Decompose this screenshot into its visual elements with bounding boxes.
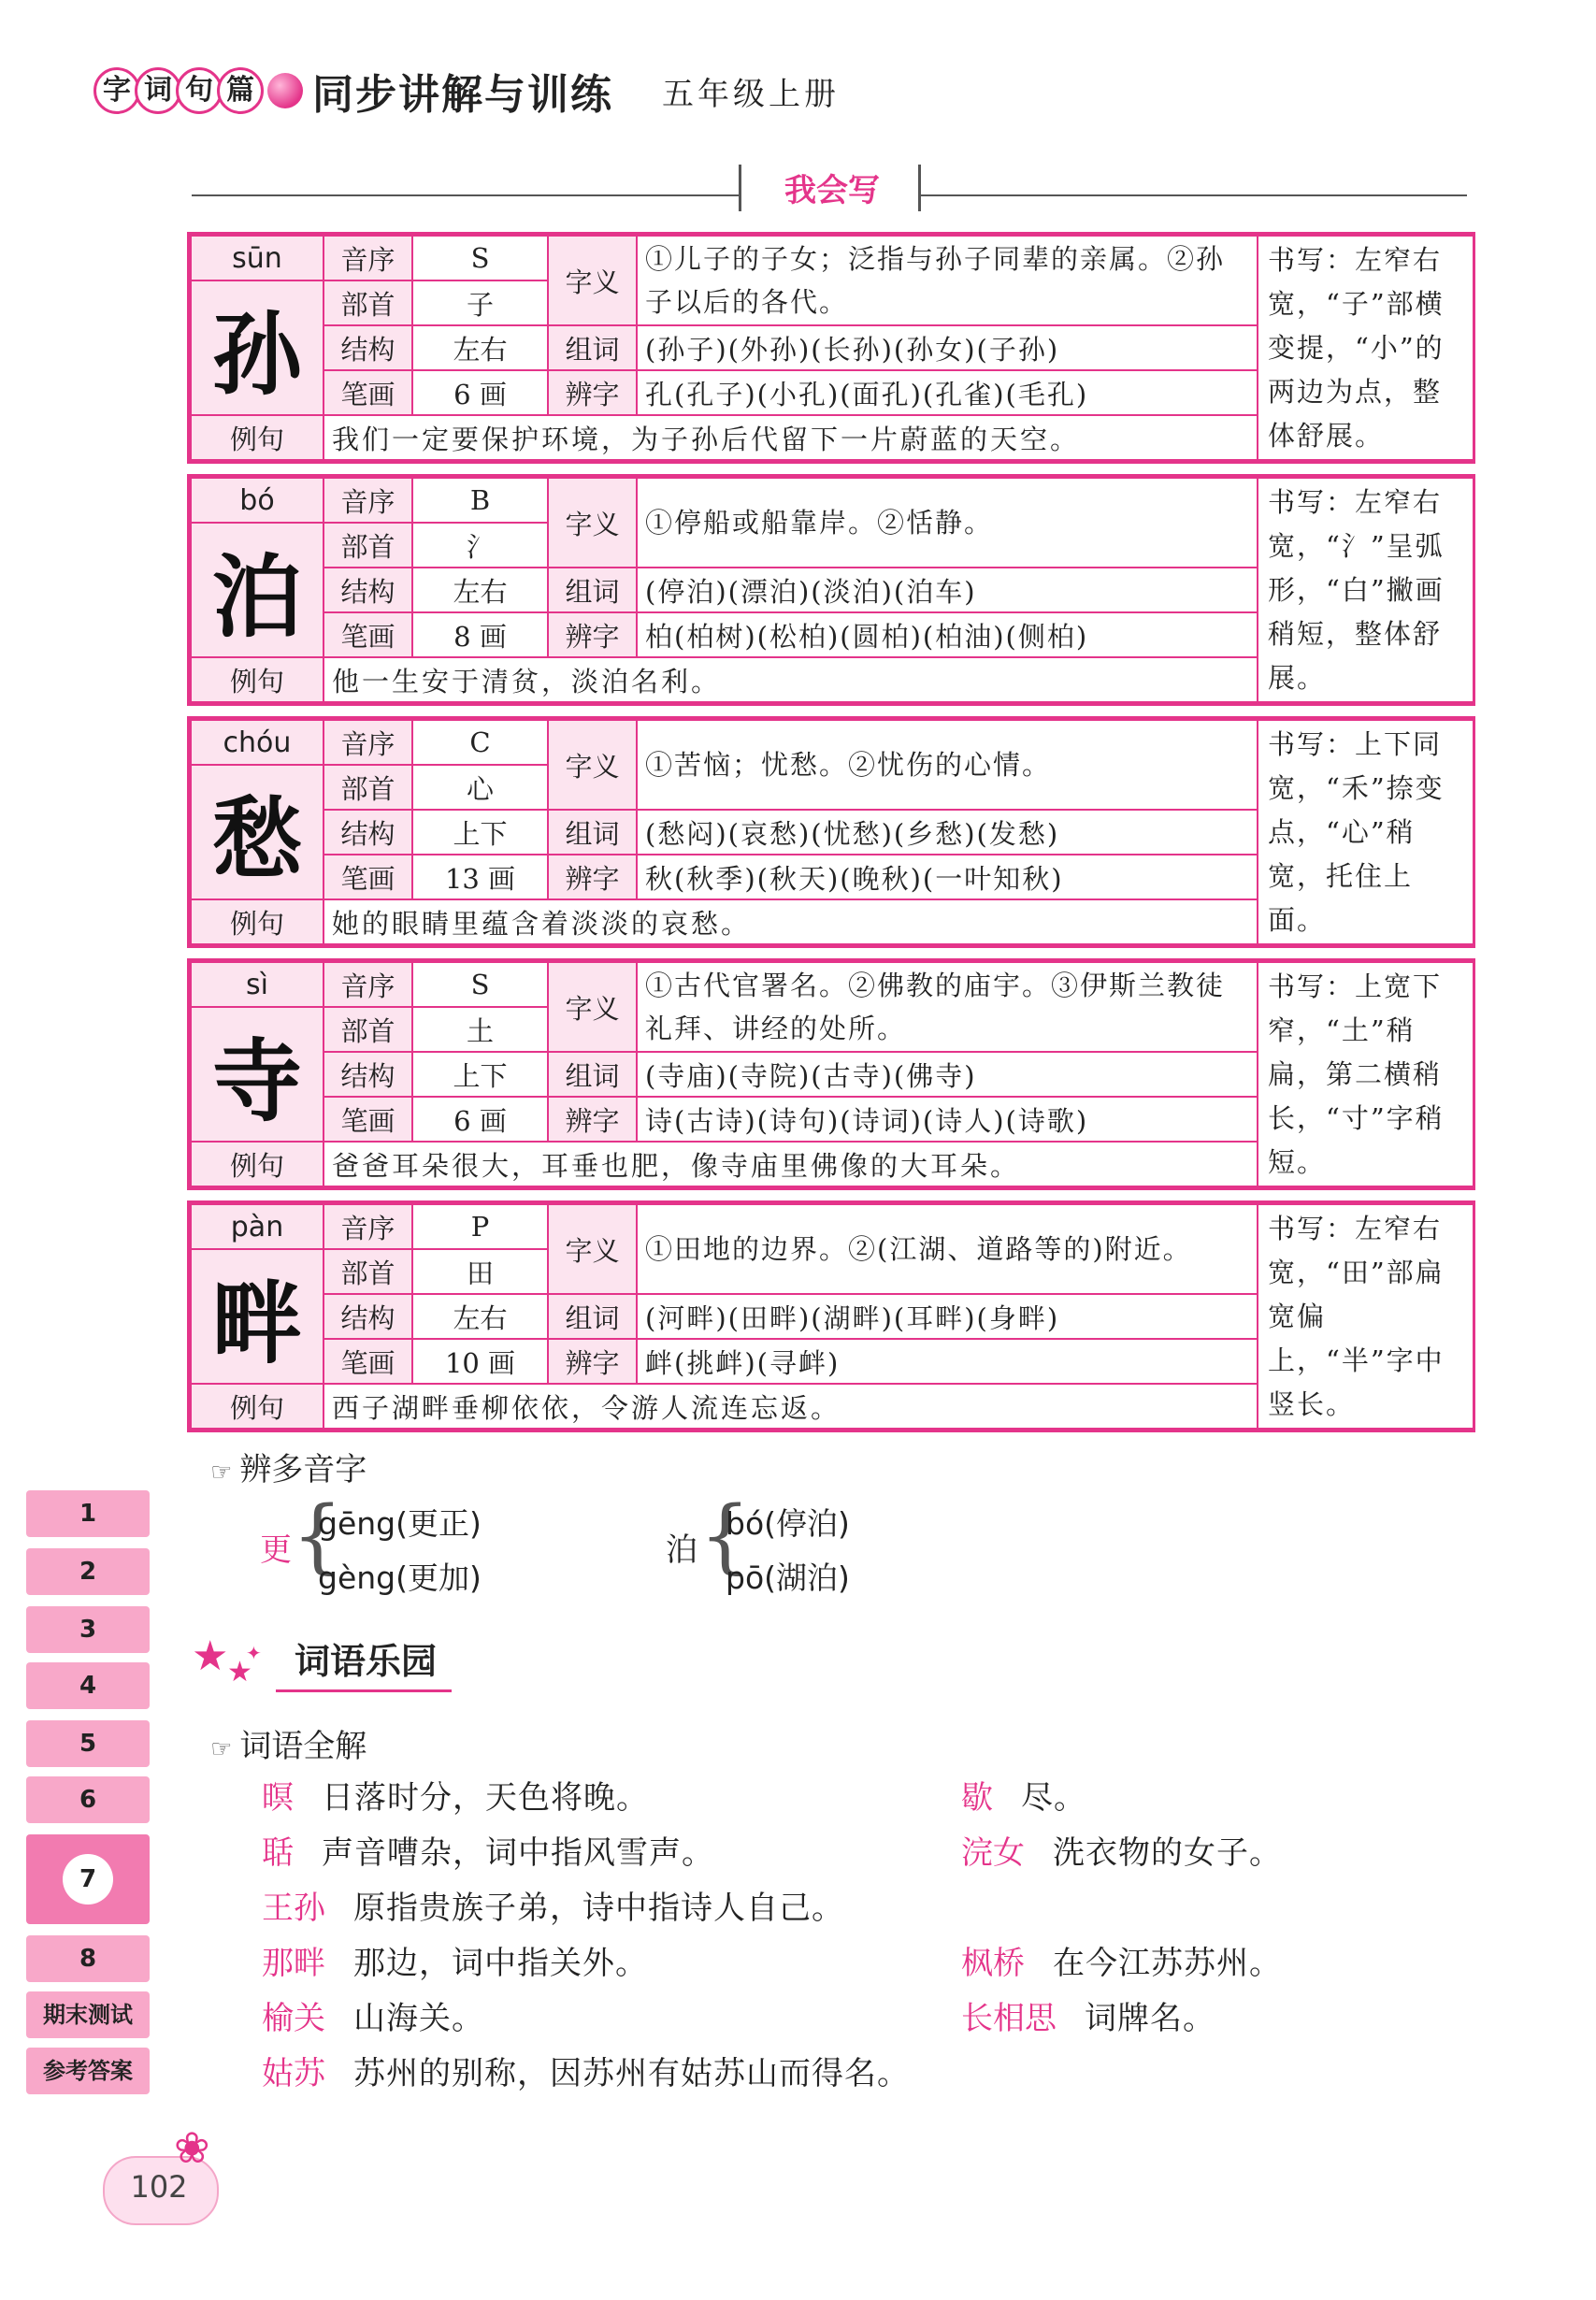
character-table (187, 958, 1475, 1190)
value-bianzi: 孔(孔子)(小孔)(面孔)(孔雀)(毛孔) (637, 370, 1258, 415)
page-header (93, 58, 840, 123)
polyphonic-char: 泊 (666, 1531, 697, 1569)
side-tab-label: 6 (79, 1786, 97, 1814)
label-zuci: 组词 (548, 1294, 637, 1339)
side-tab-label: 参考答案 (43, 2058, 133, 2084)
value-bushou: 田 (412, 1249, 548, 1294)
value-zuci: (愁闷)(哀愁)(忧愁)(乡愁)(发愁) (637, 810, 1258, 855)
value-bushou: 心 (412, 765, 548, 810)
word-entry (262, 1827, 714, 1873)
value-bianzi: 诗(古诗)(诗句)(诗词)(诗人)(诗歌) (637, 1097, 1258, 1142)
value-liju: 他一生安于清贫，淡泊名利。 (324, 657, 1258, 702)
character-table (187, 474, 1475, 706)
side-tab-label: 4 (79, 1672, 97, 1700)
value-jiegou: 上下 (412, 1052, 548, 1097)
label-jiegou: 结构 (324, 1052, 412, 1097)
polyphonic-reading: bó(停泊) (726, 1505, 850, 1542)
word-term: 歇 (961, 1779, 993, 1817)
label-yinxu: 音序 (324, 962, 412, 1007)
label-bihua: 笔画 (324, 855, 412, 899)
label-bianzi: 辨字 (548, 612, 637, 657)
polyphonic-char: 更 (260, 1531, 292, 1569)
polyphonic-reading: pō(湖泊) (726, 1560, 850, 1596)
word-term: 长相思 (961, 2000, 1057, 2037)
label-liju: 例句 (191, 899, 324, 944)
label-yinxu: 音序 (324, 720, 412, 765)
side-tab[interactable] (26, 2048, 150, 2094)
polyphonic-reading: gèng(更加) (318, 1560, 482, 1596)
value-ziyi: ①停船或船靠岸。②恬静。 (637, 478, 1258, 568)
value-jiegou: 左右 (412, 568, 548, 612)
label-liju: 例句 (191, 1142, 324, 1186)
brand-logo (93, 67, 312, 114)
value-zuci: (寺庙)(寺院)(古寺)(佛寺) (637, 1052, 1258, 1097)
value-bianzi: 衅(挑衅)(寻衅) (637, 1339, 1258, 1384)
value-zuci: (停泊)(漂泊)(淡泊)(泊车) (637, 568, 1258, 612)
value-liju: 她的眼睛里蕴含着淡淡的哀愁。 (324, 899, 1258, 944)
label-bushou: 部首 (324, 1249, 412, 1294)
value-zuci: (河畔)(田畔)(湖畔)(耳畔)(身畔) (637, 1294, 1258, 1339)
value-ziyi: ①儿子的子女；泛指与孙子同辈的亲属。②孙子以后的各代。 (637, 236, 1258, 325)
grade-label: 五年级上册 (662, 75, 840, 113)
value-jiegou: 上下 (412, 810, 548, 855)
label-bianzi: 辨字 (548, 855, 637, 899)
pointing-hand-icon: ☞ (210, 1459, 233, 1487)
label-liju: 例句 (191, 415, 324, 460)
book-title: 同步讲解与训练 (312, 71, 613, 119)
word-definition: 苏州的别称，因苏州有姑苏山而得名。 (353, 2055, 910, 2092)
label-bihua: 笔画 (324, 1097, 412, 1142)
side-tab[interactable] (26, 1606, 150, 1653)
character-glyph: 愁 (191, 765, 324, 899)
pinyin: chóu (191, 720, 324, 765)
label-yinxu: 音序 (324, 478, 412, 523)
side-tab-label: 1 (79, 1500, 97, 1528)
word-definition: 声音嘈杂，词中指风雪声。 (322, 1834, 714, 1872)
words-section-title: 词语乐园 (276, 1632, 452, 1692)
brace-icon: { (292, 1489, 343, 1583)
butterfly-icon: ❀ (174, 2122, 210, 2173)
side-tab[interactable] (26, 1720, 150, 1767)
value-bihua: 6 画 (412, 1097, 548, 1142)
word-term: 王孙 (262, 1890, 325, 1927)
writing-note: 书写：上宽下窄，“土”稍扁，第二横稍长，“寸”字稍短。 (1258, 962, 1474, 1186)
value-ziyi: ①古代官署名。②佛教的庙宇。③伊斯兰教徒礼拜、讲经的处所。 (637, 962, 1258, 1052)
pinyin: sūn (191, 236, 324, 280)
writing-note: 书写：上下同宽，“禾”捺变点，“心”稍宽，托住上面。 (1258, 720, 1474, 944)
section-title: 我会写 (784, 172, 880, 209)
stars-icon: ★ ★ ✦ (192, 1632, 262, 1689)
label-ziyi: 字义 (548, 478, 637, 568)
value-ziyi: ①苦恼；忧愁。②忧伤的心情。 (637, 720, 1258, 810)
side-tab[interactable] (26, 1662, 150, 1709)
character-glyph: 寺 (191, 1007, 324, 1142)
word-entry (961, 1827, 1282, 1873)
label-bushou: 部首 (324, 765, 412, 810)
writing-note: 书写：左窄右宽，“氵”呈弧形，“白”撇画稍短，整体舒展。 (1258, 478, 1474, 702)
side-tab-label: 3 (79, 1616, 97, 1644)
brand-dot-icon (267, 73, 303, 108)
label-bushou: 部首 (324, 280, 412, 325)
value-yinxu: S (412, 962, 548, 1007)
value-yinxu: S (412, 236, 548, 280)
side-tab[interactable] (26, 1548, 150, 1595)
writing-note: 书写：左窄右宽，“子”部横变提，“小”的两边为点，整体舒展。 (1258, 236, 1474, 460)
value-bushou: 氵 (412, 523, 548, 568)
words-subheading: ☞ 词语全解 (210, 1728, 367, 1765)
pinyin: bó (191, 478, 324, 523)
value-yinxu: B (412, 478, 548, 523)
side-tab-label: 期末测试 (43, 2002, 133, 2028)
word-definition: 尽。 (1021, 1779, 1086, 1817)
value-ziyi: ①田地的边界。②(江湖、道路等的)附近。 (637, 1204, 1258, 1294)
value-bihua: 10 画 (412, 1339, 548, 1384)
words-section-header (192, 1632, 452, 1692)
value-bihua: 8 画 (412, 612, 548, 657)
character-table (187, 716, 1475, 948)
side-tab-label: 2 (79, 1558, 97, 1586)
value-bianzi: 柏(柏树)(松柏)(圆柏)(柏油)(侧柏) (637, 612, 1258, 657)
pinyin: sì (191, 962, 324, 1007)
word-definition: 原指贵族子弟，诗中指诗人自己。 (353, 1890, 844, 1927)
label-jiegou: 结构 (324, 325, 412, 370)
word-entry (262, 1772, 649, 1818)
side-tab[interactable] (26, 1991, 150, 2038)
label-zuci: 组词 (548, 1052, 637, 1097)
brand-char: 字 (93, 67, 140, 114)
brand-char: 句 (176, 67, 223, 114)
brand-char: 篇 (217, 67, 264, 114)
value-yinxu: C (412, 720, 548, 765)
word-entry (961, 1992, 1215, 2038)
value-yinxu: P (412, 1204, 548, 1249)
label-liju: 例句 (191, 657, 324, 702)
pinyin: pàn (191, 1204, 324, 1249)
value-liju: 我们一定要保护环境，为子孙后代留下一片蔚蓝的天空。 (324, 415, 1258, 460)
word-entry (961, 1937, 1282, 1983)
side-tab-label: 5 (79, 1730, 97, 1758)
value-liju: 西子湖畔垂柳依依，令游人流连忘返。 (324, 1384, 1258, 1429)
value-zuci: (孙子)(外孙)(长孙)(孙女)(子孙) (637, 325, 1258, 370)
word-definition: 山海关。 (353, 2000, 484, 2037)
label-bianzi: 辨字 (548, 1339, 637, 1384)
word-term: 枫桥 (961, 1945, 1025, 1982)
word-entry (262, 1992, 484, 2038)
word-definition: 日落时分，天色将晚。 (322, 1779, 649, 1817)
label-zuci: 组词 (548, 325, 637, 370)
label-yinxu: 音序 (324, 236, 412, 280)
character-glyph: 泊 (191, 523, 324, 657)
value-bianzi: 秋(秋季)(秋天)(晚秋)(一叶知秋) (637, 855, 1258, 899)
pointing-hand-icon: ☞ (210, 1735, 233, 1763)
label-zuci: 组词 (548, 568, 637, 612)
brace-icon: { (699, 1489, 751, 1583)
label-ziyi: 字义 (548, 1204, 637, 1294)
word-entry (262, 2048, 910, 2093)
value-jiegou: 左右 (412, 1294, 548, 1339)
label-bihua: 笔画 (324, 1339, 412, 1384)
character-table (187, 232, 1475, 464)
word-entry (262, 1937, 648, 1983)
label-ziyi: 字义 (548, 962, 637, 1052)
side-tab-label: 8 (79, 1945, 97, 1973)
label-jiegou: 结构 (324, 810, 412, 855)
value-bushou: 子 (412, 280, 548, 325)
label-jiegou: 结构 (324, 1294, 412, 1339)
side-tab[interactable] (26, 1490, 150, 1537)
page-number-text: 102 (130, 2169, 188, 2205)
value-bihua: 13 画 (412, 855, 548, 899)
word-term: 榆关 (262, 2000, 325, 2037)
value-jiegou: 左右 (412, 325, 548, 370)
side-tab[interactable] (26, 1834, 150, 1924)
word-definition: 洗衣物的女子。 (1053, 1834, 1282, 1872)
label-bihua: 笔画 (324, 370, 412, 415)
label-ziyi: 字义 (548, 720, 637, 810)
value-bushou: 土 (412, 1007, 548, 1052)
value-bihua: 6 画 (412, 370, 548, 415)
label-liju: 例句 (191, 1384, 324, 1429)
brand-char: 词 (135, 67, 181, 114)
side-tab[interactable] (26, 1776, 150, 1823)
character-table (187, 1200, 1475, 1432)
character-glyph: 畔 (191, 1249, 324, 1384)
word-entry (961, 1772, 1086, 1818)
word-definition: 在今江苏苏州。 (1053, 1945, 1282, 1982)
word-term: 那畔 (262, 1945, 325, 1982)
value-liju: 爸爸耳朵很大，耳垂也肥，像寺庙里佛像的大耳朵。 (324, 1142, 1258, 1186)
label-bianzi: 辨字 (548, 370, 637, 415)
label-bushou: 部首 (324, 1007, 412, 1052)
label-ziyi: 字义 (548, 236, 637, 325)
writing-note: 书写：左窄右宽，“田”部扁宽偏上，“半”字中竖长。 (1258, 1204, 1474, 1429)
word-term: 暝 (262, 1779, 294, 1817)
label-zuci: 组词 (548, 810, 637, 855)
word-term: 姑苏 (262, 2055, 325, 2092)
word-term: 浣女 (961, 1834, 1025, 1872)
word-definition: 那边，词中指关外。 (353, 1945, 648, 1982)
word-entry (262, 1882, 844, 1928)
word-term: 聒 (262, 1834, 294, 1872)
side-tab-label: 7 (63, 1854, 113, 1905)
label-bianzi: 辨字 (548, 1097, 637, 1142)
label-yinxu: 音序 (324, 1204, 412, 1249)
label-bihua: 笔画 (324, 612, 412, 657)
label-jiegou: 结构 (324, 568, 412, 612)
character-glyph: 孙 (191, 280, 324, 415)
side-tab[interactable] (26, 1935, 150, 1982)
polyphonic-heading: ☞ 辨多音字 (210, 1451, 367, 1488)
word-definition: 词牌名。 (1085, 2000, 1215, 2037)
label-bushou: 部首 (324, 523, 412, 568)
polyphonic-reading: gēng(更正) (318, 1505, 482, 1542)
